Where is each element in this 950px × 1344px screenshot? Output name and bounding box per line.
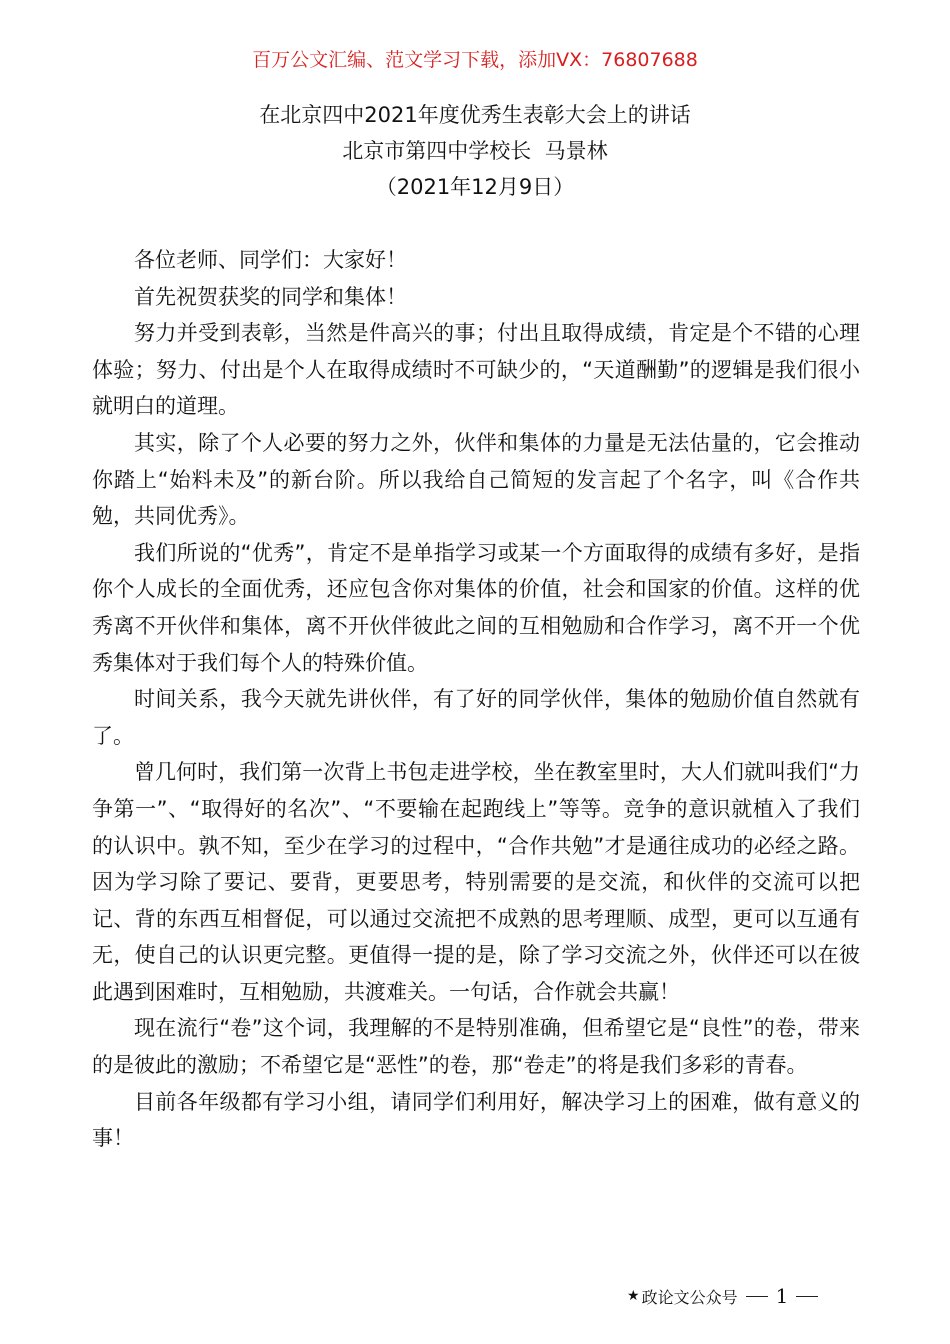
paragraph: 时间关系，我今天就先讲伙伴，有了好的同学伙伴，集体的勉励价值自然就有了。	[92, 687, 860, 748]
paragraph: 其实，除了个人必要的努力之外，伙伴和集体的力量是无法估量的，它会推动你踏上“始料未及”的新台阶。所以我给自己简短的发言起了个名字，叫《合作共勉，共同优秀》。	[92, 430, 860, 529]
star-icon: ★	[627, 1288, 640, 1304]
page-dash-left	[746, 1296, 768, 1297]
speech-date: （2021年12月9日）	[375, 175, 575, 199]
speaker-line: 北京市第四中学校长 马景林	[342, 139, 608, 163]
footer-source: 政论文公众号	[641, 1287, 738, 1307]
paragraph: 努力并受到表彰，当然是件高兴的事；付出且取得成绩，肯定是个不错的心理体验；努力、付出是个人在取得成绩时不可缺少的，“天道酬勤”的逻辑是我们很小就明白的道理。	[92, 321, 860, 419]
paragraph: 现在流行“卷”这个词，我理解的不是特别准确，但希望它是“良性”的卷，带来的是彼此的激励；不希望它是“恶性”的卷，那“卷走”的将是我们多彩的青春。	[92, 1016, 860, 1078]
paragraph: 曾几何时，我们第一次背上书包走进学校，坐在教室里时，大人们就叫我们“力争第一”、“取得好的名次”、“不要输在起跑线上”等等。竞争的意识就植入了我们的认识中。孰不知，至少在学习的过程中，“合作共勉”才是通往成功的必经之路。因为学习除了要记、要背，更要思考，特别需要的是交流，和伙伴的交流可以把记、背的东西互相督促，可以通过交流把不成熟的思考理顺、成型，更可以互通有无，使自己的认识更完整。更值得一提的是，除了学习交流之外，伙伴还可以在彼此遇到困难时，互相勉励，共渡难关。一句话，合作就会共赢！	[92, 760, 860, 1004]
page-dash-right	[796, 1296, 818, 1297]
paragraph: 我们所说的“优秀”，肯定不是单指学习或某一个方面取得的成绩有多好，是指你个人成长的全面优秀，还应包含你对集体的价值，社会和国家的价值。这样的优秀离不开伙伴和集体，离不开伙伴彼此之间的互相勉励和合作学习，离不开一个优秀集体对于我们每个人的特殊价值。	[92, 540, 860, 675]
watermark-banner: 百万公文汇编、范文学习下载，添加VX：76807688	[252, 49, 698, 71]
page-number: 1	[775, 1284, 789, 1308]
speech-body	[92, 242, 860, 1157]
page-footer	[627, 1282, 826, 1310]
speech-title: 在北京四中2021年度优秀生表彰大会上的讲话	[259, 103, 691, 127]
paragraph-congrats: 首先祝贺获奖的同学和集体！	[134, 284, 407, 309]
title-block	[0, 97, 950, 205]
paragraph-greeting: 各位老师、同学们：大家好！	[134, 248, 407, 272]
paragraph: 目前各年级都有学习小组，请同学们利用好，解决学习上的困难，做有意义的事！	[92, 1089, 860, 1151]
